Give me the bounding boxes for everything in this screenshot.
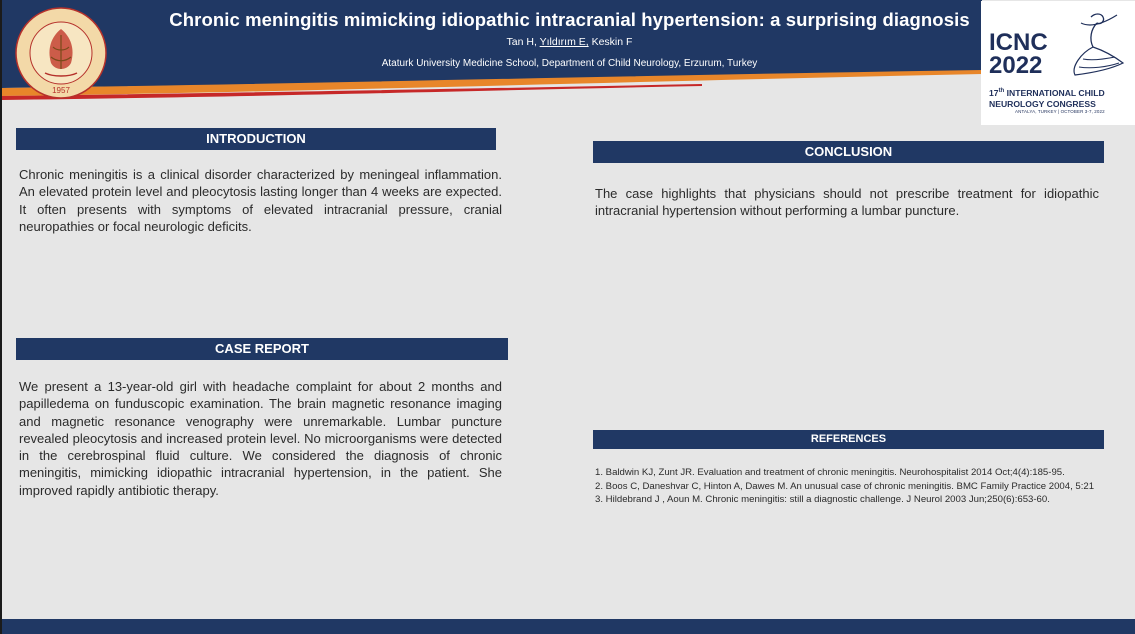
header-banner — [2, 0, 1135, 100]
introduction-heading: INTRODUCTION — [16, 128, 496, 150]
congress-logo — [981, 1, 1135, 125]
congress-venue: ANTALYA, TURKEY | OCTOBER 3-7, 2022 — [1015, 109, 1105, 114]
icnc-line1: ICNC — [989, 29, 1048, 56]
references-heading: REFERENCES — [593, 430, 1104, 449]
icnc-wordmark — [989, 31, 1048, 77]
university-seal-icon — [15, 7, 107, 99]
seal-year: 1957 — [52, 86, 70, 95]
case-report-text: We present a 13-year-old girl with headache complaint for about 2 months and papilledema on funduscopic examination. The brain magnetic resonance imaging and magnetic resonance venography were unremarkable. Lumbar puncture revealed pleocytosis and increased protein level. No microorganisms were detected in the cerebrospinal fluid culture. We considered the diagnosis of chronic meningitis, mimicking idiopathic intracranial hypertension, in the patient. She improved rapidly antibiotic therapy. — [19, 379, 502, 498]
footer-bar — [2, 619, 1135, 634]
author-2: Yıldırım E, — [539, 36, 589, 48]
poster-title: Chronic meningitis mimicking idiopathic intracranial hypertension: a surprising diagnosis — [169, 9, 970, 30]
congress-suffix: th — [998, 88, 1005, 94]
author-3: Keskin F — [591, 36, 633, 48]
introduction-text: Chronic meningitis is a clinical disorder characterized by meningeal inflammation. An elevated protein level and pleocytosis lasting longer than 4 weeks are expected. It often presents with symptoms of elevated intracranial pressure, cranial neuropathies or focal neurologic deficits. — [19, 167, 502, 234]
congress-ordinal: 17 — [989, 87, 999, 98]
author-1: Tan H, — [506, 36, 537, 48]
congress-name — [989, 86, 1131, 110]
conclusion-heading: CONCLUSION — [593, 141, 1104, 163]
whirling-dervish-icon — [1061, 9, 1131, 79]
references-list — [595, 466, 1095, 507]
affiliation: Ataturk University Medicine School, Department of Child Neurology, Erzurum, Turkey — [381, 58, 758, 69]
reference-item: 1. Baldwin KJ, Zunt JR. Evaluation and treatment of chronic meningitis. Neurohospitalist 2014 Oct;4(4):185-95. — [595, 467, 1065, 478]
reference-item: 3. Hildebrand J , Aoun M. Chronic meningitis: still a diagnostic challenge. J Neurol 2003 Jun;250(6):653-60. — [595, 494, 1050, 505]
reference-item: 2. Boos C, Daneshvar C, Hinton A, Dawes M. An unusual case of chronic meningitis. BMC Family Practice 2004, 5:21 — [595, 480, 1095, 492]
conclusion-text: The case highlights that physicians should not prescribe treatment for idiopathic intracranial hypertension without performing a lumbar puncture. — [595, 186, 1099, 219]
congress-rest: INTERNATIONAL CHILD — [1004, 87, 1105, 98]
authors — [352, 36, 787, 48]
case-report-heading: CASE REPORT — [16, 338, 508, 360]
congress-line2: NEUROLOGY CONGRESS — [989, 98, 1096, 109]
icnc-line2: 2022 — [989, 52, 1043, 79]
